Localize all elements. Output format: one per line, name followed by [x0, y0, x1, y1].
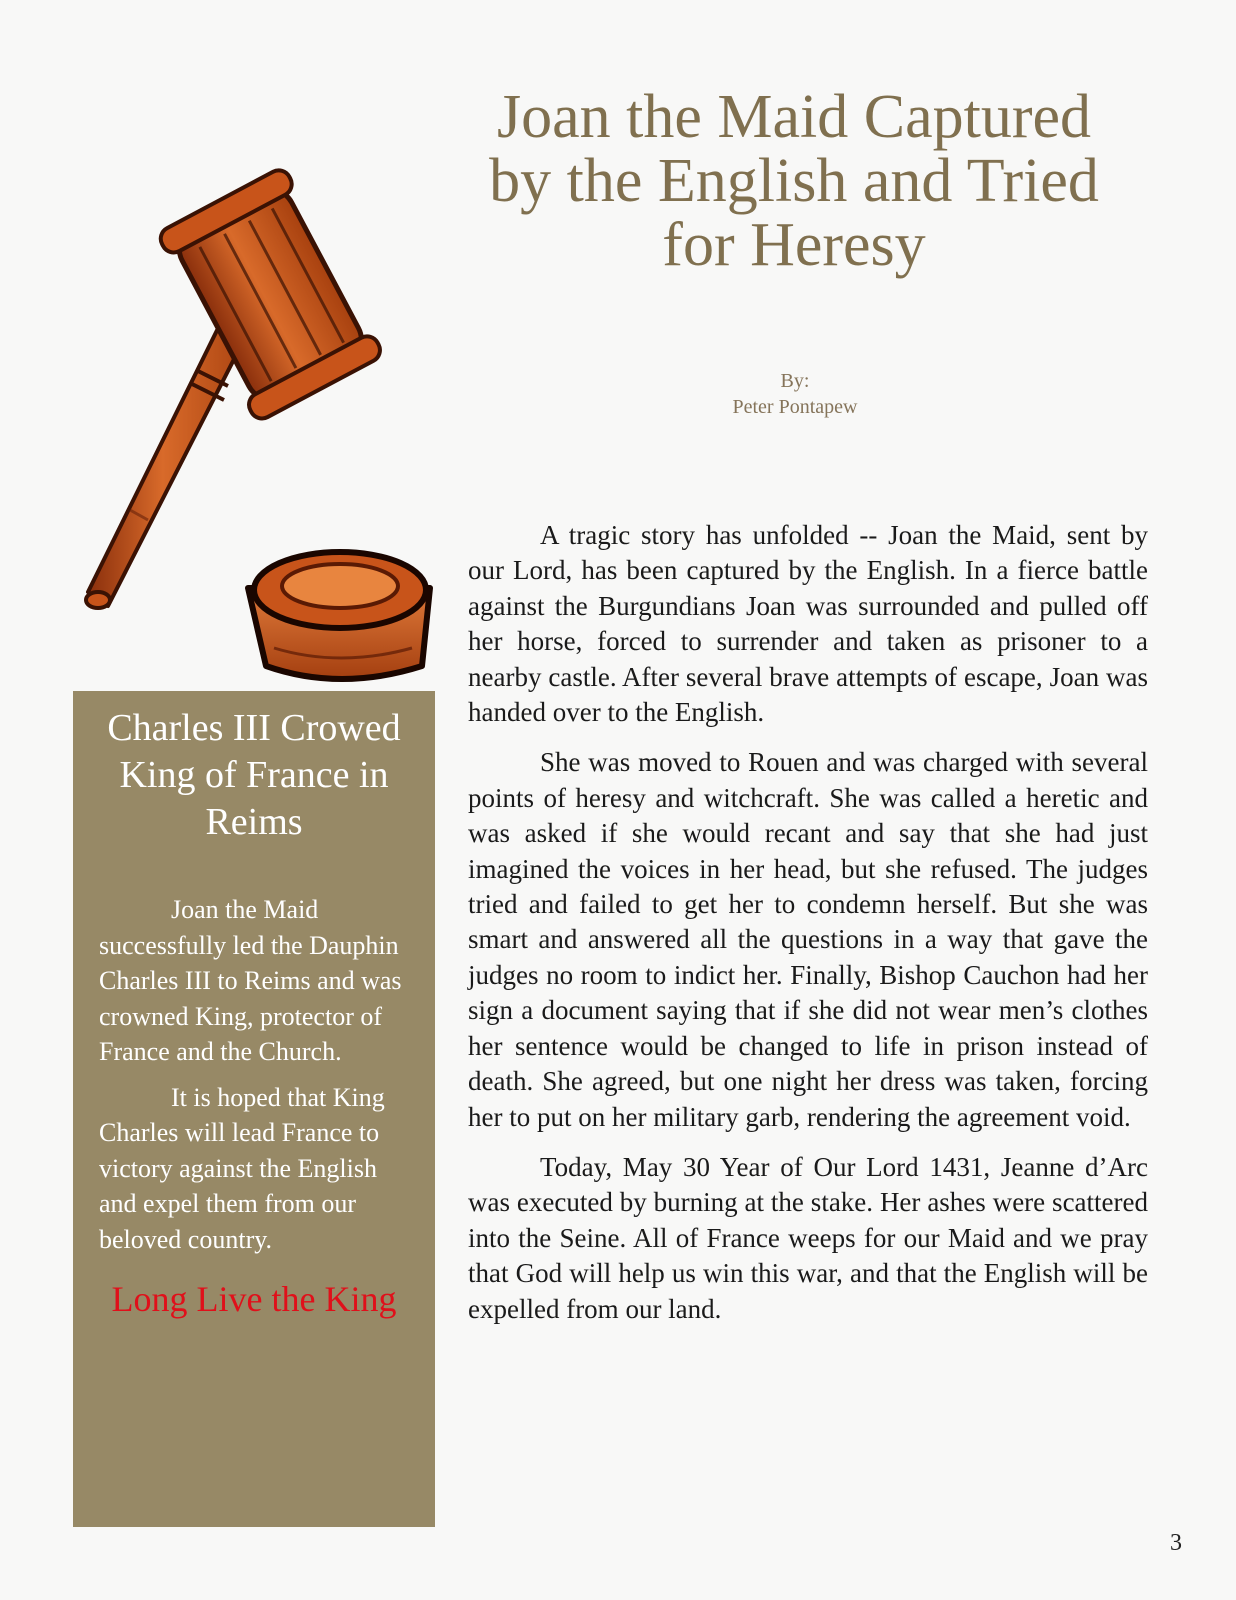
sidebar-paragraph: It is hoped that King Charles will lead France to victory against the English and expel them from our beloved country. — [99, 1082, 385, 1254]
sidebar-box — [73, 691, 435, 1527]
byline-label: By: — [780, 370, 810, 392]
page-number: 3 — [1170, 1530, 1182, 1556]
headline: Joan the Maid Captured by the English and Tried for Heresy — [489, 83, 1099, 279]
article-paragraph: She was moved to Rouen and was charged with several points of heresy and witchcraft. She was called a heretic and was asked if she would recant and say that she had just imagined the voices in her head, but she refused. The judges tried and failed to get her to condemn herself. But she was smart and answered all the questions in a way that gave the judges no room to indict her. Finally, Bishop Cauchon had her sign a document saying that if she did not wear men’s clothes her sentence would be changed to life in prison instead of death. She agreed, but one night her dress was taken, forcing her to put on her military garb, rendering the agreement void. — [468, 747, 1148, 1132]
sidebar-paragraph: Joan the Maid successfully led the Dauphin Charles III to Reims and was crowned King, protector of France and the Church. — [99, 895, 402, 1066]
sidebar-body — [99, 892, 409, 1257]
sound-block — [248, 552, 430, 679]
article-paragraph: A tragic story has unfolded -- Joan the Maid, sent by our Lord, has been captured by the English. In a fierce battle against the Burgundians Joan was surrounded and pulled off her horse, forced to surrender and taken as prisoner to a nearby castle. After several brave attempts of escape, Joan was handed over to the English. — [468, 520, 1148, 728]
sidebar-title: Charles III Crowed King of France in Reims — [107, 707, 401, 843]
byline-author: Peter Pontapew — [732, 396, 858, 418]
gavel-icon — [78, 140, 438, 690]
sidebar-slogan: Long Live the King — [111, 1279, 397, 1319]
article-paragraph: Today, May 30 Year of Our Lord 1431, Jeanne d’Arc was executed by burning at the stake. Her ashes were scattered into the Seine. All of France weeps for our Maid and we pray that God will help us win this war, and that the English will be expelled from our land. — [468, 1151, 1148, 1324]
byline — [640, 368, 950, 420]
article-body — [468, 518, 1148, 1342]
